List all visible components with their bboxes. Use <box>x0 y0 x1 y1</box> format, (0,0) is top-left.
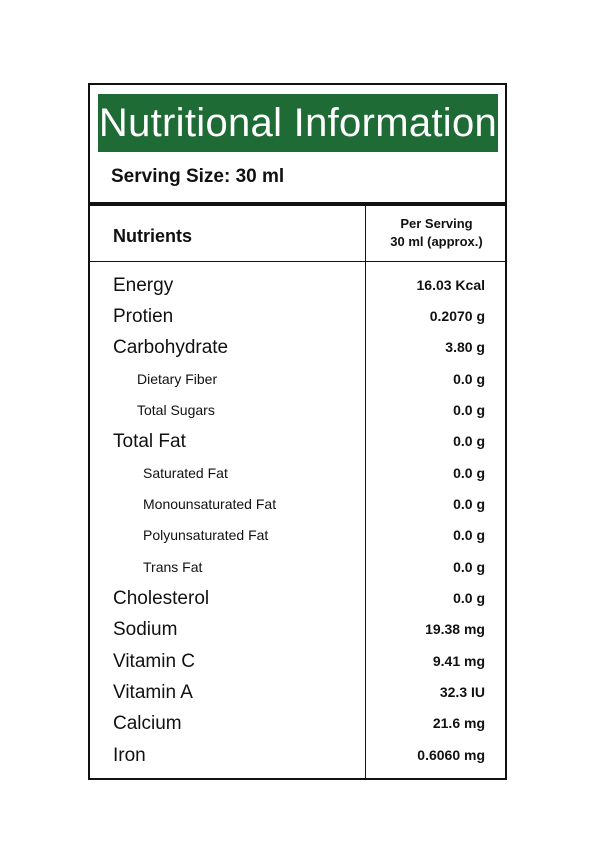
nutrient-name: Vitamin A <box>113 682 193 703</box>
nutrients-header: Nutrients <box>113 226 193 246</box>
nutrient-row-energy <box>90 270 505 301</box>
nutrient-row-vitamin-c <box>90 646 505 677</box>
nutrient-row-total-sugars <box>90 395 505 426</box>
nutrient-name: Energy <box>113 275 174 296</box>
nutrient-value: 0.2070 g <box>429 308 485 324</box>
nutrient-name: Polyunsaturated Fat <box>143 527 269 543</box>
nutrient-row-trans-fat <box>90 552 505 583</box>
nutrient-name: Dietary Fiber <box>137 371 218 387</box>
per-serving-header <box>366 215 507 251</box>
nutrient-value: 21.6 mg <box>432 715 485 731</box>
nutrient-row-dietary-fiber <box>90 364 505 395</box>
nutrient-name: Carbohydrate <box>113 337 229 358</box>
nutrient-value: 32.3 IU <box>439 684 485 700</box>
nutrient-value: 0.6060 mg <box>417 747 485 763</box>
nutrient-value: 9.41 mg <box>432 653 485 669</box>
nutrient-name: Monounsaturated Fat <box>143 496 277 512</box>
nutrient-value: 19.38 mg <box>425 621 485 637</box>
nutrient-value: 0.0 g <box>453 371 485 387</box>
nutrient-name: Total Fat <box>113 431 186 452</box>
nutrient-name: Protien <box>113 306 174 327</box>
nutrient-row-carbohydrate <box>90 332 505 363</box>
nutrient-value: 0.0 g <box>453 496 485 512</box>
thick-divider <box>90 202 505 206</box>
nutrient-name: Cholesterol <box>113 588 210 609</box>
nutrient-name: Total Sugars <box>137 402 215 418</box>
nutrient-row-cholesterol <box>90 583 505 614</box>
nutrient-value: 0.0 g <box>453 559 485 575</box>
header-divider <box>90 261 505 262</box>
nutrient-row-protien <box>90 301 505 332</box>
nutrient-row-iron <box>90 740 505 771</box>
nutrient-name: Calcium <box>113 713 182 734</box>
nutrient-name: Vitamin C <box>113 651 196 672</box>
nutrient-value: 0.0 g <box>453 527 485 543</box>
nutrient-row-sodium <box>90 614 505 645</box>
nutrient-value: 0.0 g <box>453 590 485 606</box>
nutrient-name: Trans Fat <box>143 559 203 575</box>
per-serving-header-line2: 30 ml (approx.) <box>390 234 483 249</box>
nutrient-value: 0.0 g <box>453 402 485 418</box>
nutrient-row-vitamin-a <box>90 677 505 708</box>
nutrient-row-polyunsaturated-fat <box>90 520 505 551</box>
nutrition-panel <box>88 83 507 780</box>
nutrient-value: 3.80 g <box>445 339 485 355</box>
nutrient-value: 16.03 Kcal <box>416 277 485 293</box>
serving-size: Serving Size: 30 ml <box>111 166 285 187</box>
per-serving-header-line1: Per Serving <box>400 216 473 231</box>
nutrient-value: 0.0 g <box>453 433 485 449</box>
nutrient-name: Sodium <box>113 619 178 640</box>
nutrient-row-monounsaturated-fat <box>90 489 505 520</box>
nutrient-row-total-fat <box>90 426 505 457</box>
nutrient-name: Saturated Fat <box>143 465 228 481</box>
nutrient-name: Iron <box>113 745 146 766</box>
nutrient-value: 0.0 g <box>453 465 485 481</box>
page-title: Nutritional Information <box>98 94 498 152</box>
nutrient-row-saturated-fat <box>90 458 505 489</box>
nutrient-row-calcium <box>90 708 505 739</box>
